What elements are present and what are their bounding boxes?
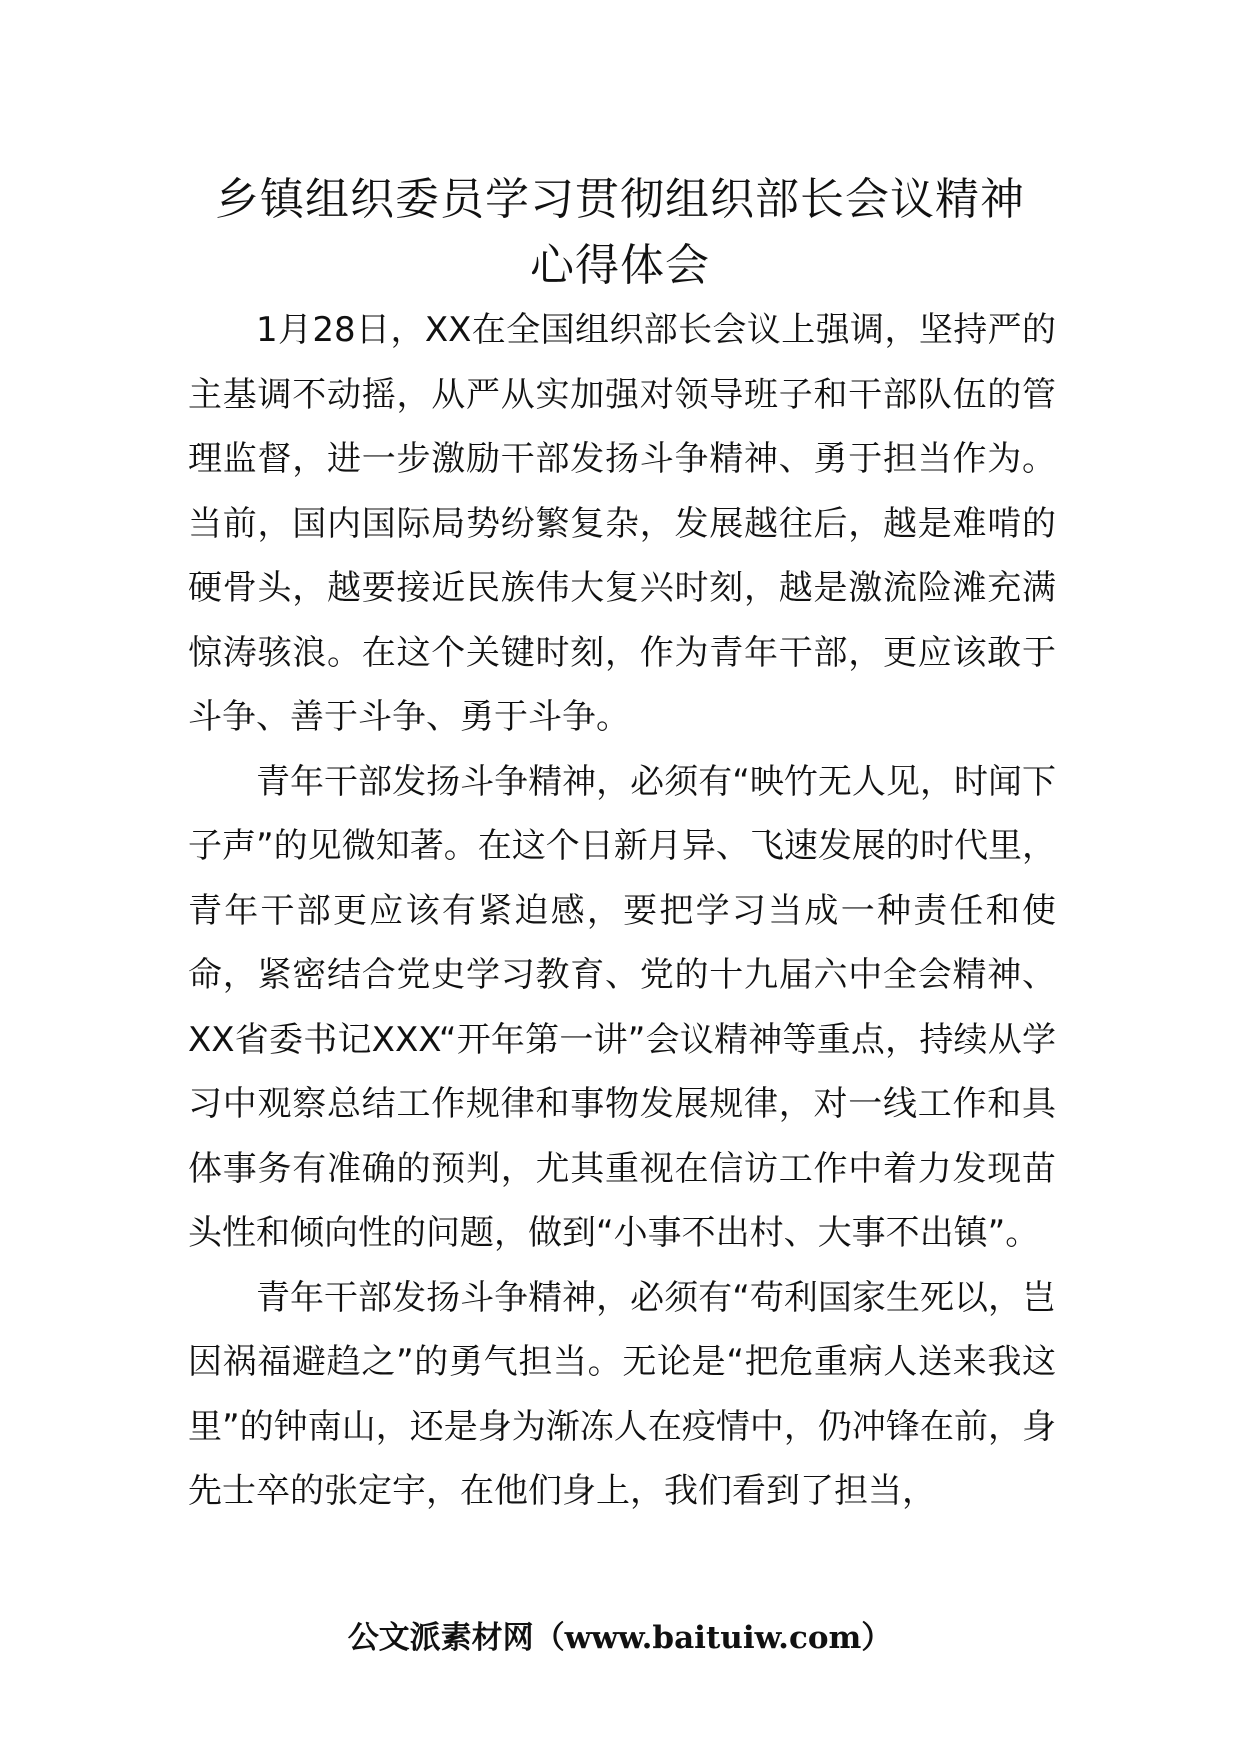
paragraph: 青年干部发扬斗争精神，必须有“映竹无人见，时闻下子声”的见微知著。在这个日新月异、飞速发展的时代里，青年干部更应该有紧迫感，要把学习当成一种责任和使命，紧密结合党史学习教育、党的十九届六中全会精神、XX省委书记XXX“开年第一讲”会议精神等重点，持续从学习中观察总结工作规律和事物发展规律，对一线工作和具体事务有准确的预判，尤其重视在信访工作中着力发现苗头性和倾向性的问题，做到“小事不出村、大事不出镇”。 <box>188 761 1056 1253</box>
page-footer <box>0 1616 1240 1660</box>
paragraph: 1月28日，XX在全国组织部长会议上强调，坚持严的主基调不动摇，从严从实加强对领导班子和干部队伍的管理监督，进一步激励干部发扬斗争精神、勇于担当作为。当前，国内国际局势纷繁复杂，发展越往后，越是难啃的硬骨头，越要接近民族伟大复兴时刻，越是激流险滩充满惊涛骇浪。在这个关键时刻，作为青年干部，更应该敢于斗争、善于斗争、勇于斗争。 <box>188 310 1056 737</box>
document-title-line-2: 心得体会 <box>530 240 710 291</box>
footer-site-name: 公文派素材网 <box>347 1620 534 1656</box>
document-title-line-1: 乡镇组织委员学习贯彻组织部长会议精神 <box>215 174 1025 225</box>
footer-site-url: （www.baituiw.com） <box>533 1620 893 1656</box>
document-body <box>188 298 1056 1524</box>
paragraph: 青年干部发扬斗争精神，必须有“苟利国家生死以，岂因祸福避趋之”的勇气担当。无论是“把危重病人送来我这里”的钟南山，还是身为渐冻人在疫情中，仍冲锋在前，身先士卒的张定宇，在他们身上，我们看到了担当， <box>188 1277 1056 1511</box>
